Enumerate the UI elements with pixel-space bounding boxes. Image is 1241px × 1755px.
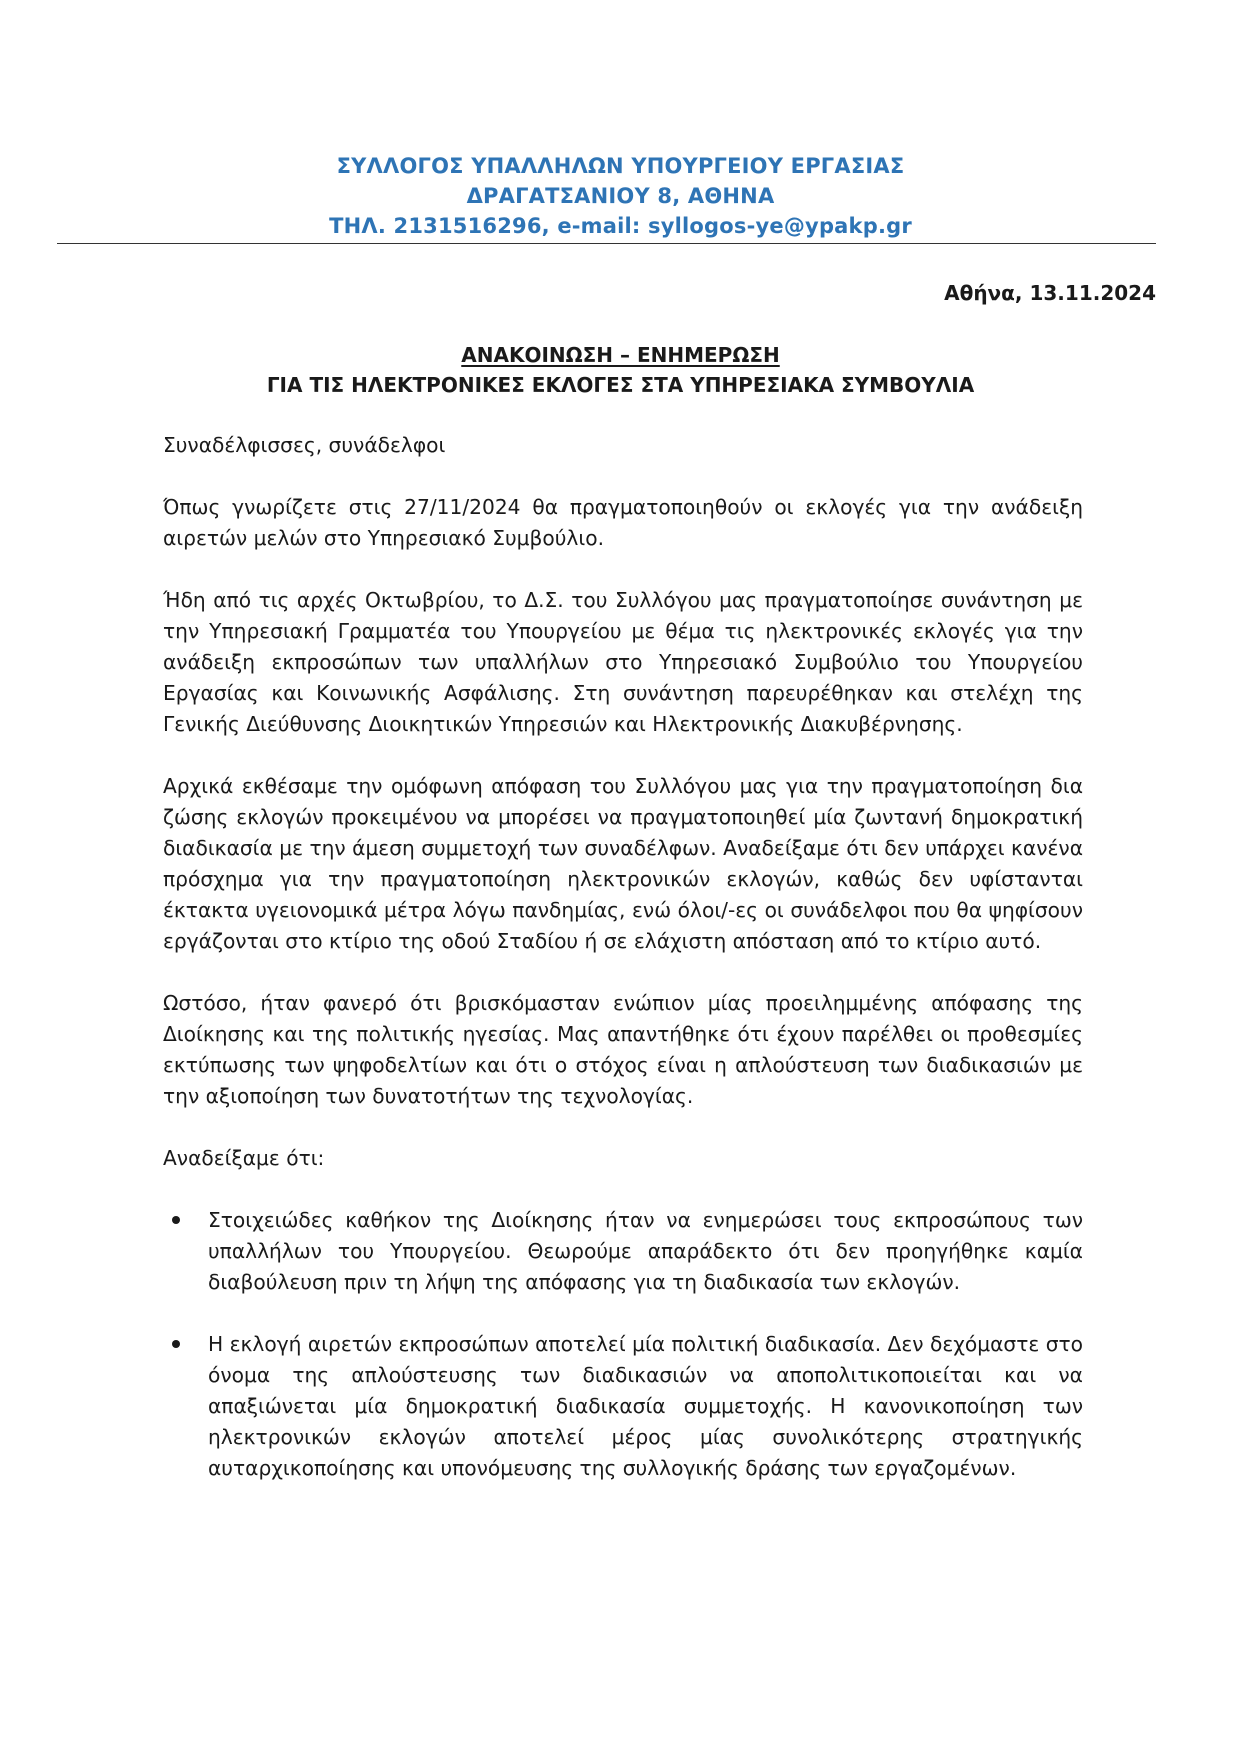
- heading-subtitle: ΓΙΑ ΤΙΣ ΗΛΕΚΤΡΟΝΙΚΕΣ ΕΚΛΟΓΕΣ ΣΤΑ ΥΠΗΡΕΣΙΑΚΑ ΣΥΜΒΟΥΛΙΑ: [266, 373, 975, 397]
- document-date: Αθήνα, 13.11.2024: [944, 281, 1156, 305]
- paragraph-4: Ωστόσο, ήταν φανερό ότι βρισκόμασταν ενώπιον μίας προειλημμένης απόφασης της Διοίκησης και της πολιτικής ηγεσίας. Μας απαντήθηκε ότι έχουν παρέλθει οι προθεσμίες εκτύπωσης των ψηφοδελτίων και ότι ο στόχος είναι η απλούστευση των διαδικασιών με την αξιοποίηση των δυνατοτήτων της τεχνολογίας.: [163, 991, 1083, 1108]
- paragraph-2: Ήδη από τις αρχές Οκτωβρίου, το Δ.Σ. του Συλλόγου μας πραγματοποίησε συνάντηση με την Υπηρεσιακή Γραμματέα του Υπουργείου με θέμα τις ηλεκτρονικές εκλογές για την ανάδειξη εκπροσώπων των υπαλλήλων στο Υπηρεσιακό Συμβούλιο του Υπουργείου Εργασίας και Κοινωνικής Ασφάλισης. Στη συνάντηση παρευρέθηκαν και στελέχη της Γενικής Διεύθυνσης Διοικητικών Υπηρεσιών και Ηλεκτρονικής Διακυβέρνησης.: [163, 588, 1083, 736]
- bullet-icon: [172, 1216, 180, 1224]
- greeting: Συναδέλφισσες, συνάδελφοι: [163, 433, 446, 457]
- bullet-icon: [172, 1340, 180, 1348]
- bullet-item: [163, 1205, 1083, 1298]
- bullet-list: [163, 1205, 1083, 1484]
- paragraph-1: Όπως γνωρίζετε στις 27/11/2024 θα πραγματοποιηθούν οι εκλογές για την ανάδειξη αιρετών μελών στο Υπηρεσιακό Συμβούλιο.: [163, 495, 1083, 550]
- letterhead-association-name: ΣΥΛΛΟΓΟΣ ΥΠΑΛΛΗΛΩΝ ΥΠΟΥΡΓΕΙΟΥ ΕΡΓΑΣΙΑΣ: [336, 154, 905, 178]
- header-divider: [57, 243, 1156, 244]
- bullet-item: [163, 1329, 1083, 1484]
- paragraph-5: Αναδείξαμε ότι:: [163, 1146, 325, 1170]
- bullet-text: Στοιχειώδες καθήκον της Διοίκησης ήταν να ενημερώσει τους εκπροσώπους των υπαλλήλων του Υπουργείου. Θεωρούμε απαράδεκτο ότι δεν προηγήθηκε καμία διαβούλευση πριν τη λήψη της απόφασης για τη διαδικασία των εκλογών.: [208, 1208, 1083, 1294]
- letterhead: [0, 151, 1241, 241]
- document-heading: [0, 340, 1241, 400]
- bullet-text: Η εκλογή αιρετών εκπροσώπων αποτελεί μία πολιτική διαδικασία. Δεν δεχόμαστε στο όνομα της απλούστευσης των διαδικασιών να αποπολιτικοποιείται και να απαξιώνεται μία δημοκρατική διαδικασία συμμετοχής. Η κανονικοποίηση των ηλεκτρονικών εκλογών αποτελεί μέρος μίας συνολικότερης στρατηγικής αυταρχικοποίησης και υπονόμευσης της συλλογικής δράσης των εργαζομένων.: [208, 1332, 1083, 1480]
- paragraph-3: Αρχικά εκθέσαμε την ομόφωνη απόφαση του Συλλόγου μας για την πραγματοποίηση δια ζώσης εκλογών προκειμένου να μπορέσει να πραγματοποιηθεί μία ζωντανή δημοκρατική διαδικασία με την άμεση συμμετοχή των συναδέλφων. Αναδείξαμε ότι δεν υπάρχει κανένα πρόσχημα για την πραγματοποίηση ηλεκτρονικών εκλογών, καθώς δεν υφίστανται έκτακτα υγειονομικά μέτρα λόγω πανδημίας, ενώ όλοι/-ες οι συνάδελφοι που θα ψηφίσουν εργάζονται στο κτίριο της οδού Σταδίου ή σε ελάχιστη απόσταση από το κτίριο αυτό.: [163, 774, 1083, 953]
- letterhead-contact: ΤΗΛ. 2131516296, e-mail: syllogos-ye@ypakp.gr: [329, 214, 912, 238]
- document-body: [163, 430, 1083, 1515]
- letterhead-address: ΔΡΑΓΑΤΣΑΝΙΟΥ 8, ΑΘΗΝΑ: [466, 184, 775, 208]
- heading-title: ΑΝΑΚΟΙΝΩΣΗ – ΕΝΗΜΕΡΩΣΗ: [461, 343, 780, 367]
